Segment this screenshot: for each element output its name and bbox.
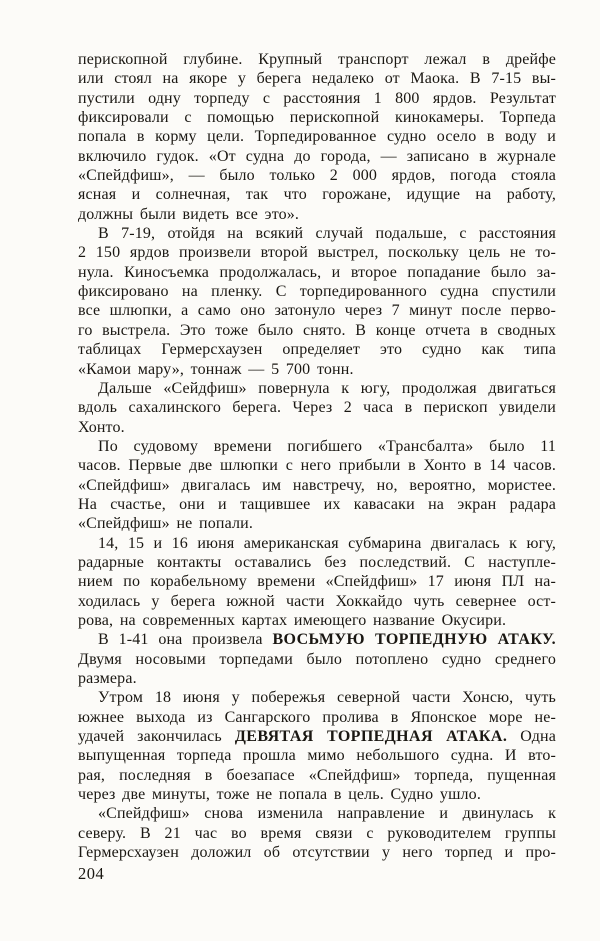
text-line: попала в корму цели. Торпедированное судно осело в воду и (78, 128, 556, 146)
text-line: Утром 18 июня у побережья северной части Хонсю, чуть (98, 689, 556, 707)
paragraph (78, 379, 556, 437)
text-line: Хонто. (78, 418, 125, 436)
text-line: перископной глубине. Крупный транспорт лежал в дрейфе (78, 51, 556, 68)
text-line: фиксировано на пленку. С торпедированного судна спустили (78, 283, 556, 301)
paragraph (78, 630, 556, 688)
text-line: Гермерсхаузен доложил об отсутствии у него торпед и про- (78, 844, 556, 862)
text-line: По судовому времени погибшего «Трансбалта» было 11 (98, 437, 556, 455)
text-line: южнее выхода из Сангарского пролива в Японское море не- (78, 708, 556, 726)
emphasis-text: ДЕВЯТАЯ ТОРПЕДНАЯ АТАКА. (234, 728, 508, 746)
text-line: Дальше «Сейдфиш» повернула к югу, продолжая двигаться (98, 379, 556, 397)
text-line: через две минуты, тоже не попала в цель. Судно ушло. (78, 786, 481, 804)
emphasis-text: ВОСЬМУЮ ТОРПЕДНУЮ АТАКУ. (272, 631, 556, 649)
text-line: ходилась у берега южной части Хоккайдо чуть севернее ост- (78, 592, 556, 610)
text-line: В 1-41 она произвела ВОСЬМУЮ ТОРПЕДНУЮ АТАКУ. (98, 631, 556, 649)
text-line: включило гудок. «От судна до города, — записано в журнале (78, 147, 556, 165)
text-line: ясная и солнечная, так что горожане, идущие на работу, (78, 186, 556, 204)
text-line: «Камои мару», тоннаж — 5 700 тонн. (78, 360, 354, 378)
text-line: часов. Первые две шлюпки с него прибыли в Хонто в 14 часов. (78, 457, 556, 475)
text-line: или стоял на якоре у берега недалеко от Маока. В 7-15 вы- (78, 70, 556, 88)
text-line: вдоль сахалинского берега. Через 2 часа в перископ увидели (78, 399, 556, 417)
text-line: рова, на современных картах имеющего название Окусири. (78, 611, 507, 629)
text-line: северу. В 21 час во время связи с руководителем группы (78, 824, 556, 842)
text-line: го выстрела. Это тоже было снято. В конце отчета в сводных (78, 321, 556, 339)
text-line: «Спейдфиш» не попали. (78, 515, 254, 533)
text-line: В 7-19, отойдя на всякий случай подальше, с расстояния (98, 225, 556, 243)
text-line: Двумя носовыми торпедами было потоплено судно среднего (78, 650, 556, 668)
text-line: «Спейдфиш», — было только 2 000 ярдов, погода стояла (78, 167, 556, 185)
text-line: должны были видеть все это». (78, 205, 300, 223)
text-line: выпущенная торпеда прошла мимо небольшого судна. И вто- (78, 747, 556, 765)
text-line: 14, 15 и 16 июня американская субмарина двигалась к югу, (98, 534, 556, 552)
text-line: фиксировали с помощью перископной кинокамеры. Торпеда (78, 109, 556, 127)
paragraph (78, 804, 556, 862)
text-line: радарные контакты оставались без последствий. С наступле- (78, 553, 556, 571)
text-line: 2 150 ярдов произвели второй выстрел, поскольку цель не то- (78, 244, 556, 262)
text-line: нула. Киносъемка продолжалась, и второе попадание было за- (78, 263, 556, 281)
text-line: таблицах Гермерсхаузен определяет это судно как типа (78, 341, 556, 359)
text-line: размера. (78, 670, 137, 687)
text-line: удачей закончилась ДЕВЯТАЯ ТОРПЕДНАЯ АТАКА. Одна (78, 728, 556, 746)
text-line: пустили одну торпеду с расстояния 1 800 ярдов. Результат (78, 89, 556, 107)
paragraph (78, 224, 556, 379)
text-line: нием по корабельному времени «Спейдфиш» 17 июня ПЛ на- (78, 573, 556, 591)
text-line: «Спейдфиш» двигалась им навстречу, но, вероятно, мористее. (78, 476, 556, 494)
text-line: «Спейдфиш» снова изменила направление и двинулась к (98, 805, 556, 823)
text-block (78, 50, 556, 862)
paragraph (78, 437, 556, 534)
paragraph (78, 534, 556, 631)
text-line: рая, последняя в боезапасе «Спейдфиш» торпеда, пущенная (78, 766, 556, 784)
text-line: На счастье, они и тащившее их кавасаки на экран радара (78, 495, 556, 513)
paragraph (78, 688, 556, 804)
text-line: все шлюпки, а само оно затонуло через 7 минут после перво- (78, 302, 556, 320)
page-number: 204 (78, 864, 105, 883)
paragraph (78, 50, 556, 224)
